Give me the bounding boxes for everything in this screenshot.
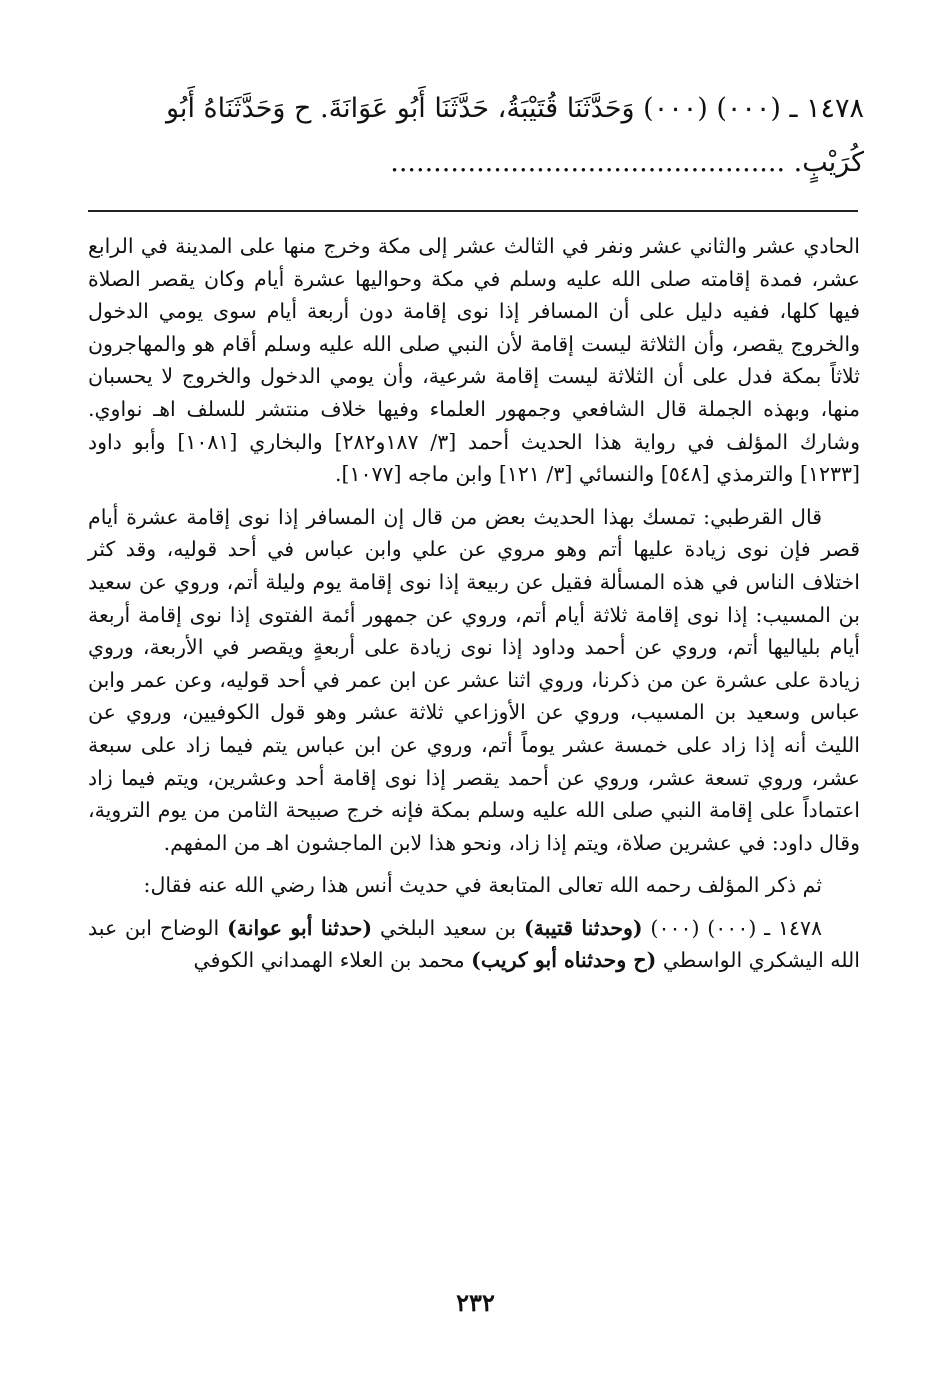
final-text-3: الوضاح ابن عبد الله اليشكري الواسطي	[88, 915, 860, 973]
commentary-block	[88, 230, 860, 987]
final-hadith-paragraph	[88, 912, 860, 977]
commentary-paragraph-3: ثم ذكر المؤلف رحمه الله تعالى المتابعة في حديث أنس هذا رضي الله عنه فقال:	[143, 873, 822, 898]
final-bold-2: (حدثنا أبو عوانة)	[227, 915, 373, 940]
final-text-1: ١٤٧٨ ـ (٠٠٠) (٠٠٠)	[642, 915, 823, 940]
page-number: ٢٣٢	[456, 1288, 495, 1317]
footnote-divider	[88, 210, 858, 212]
final-text-2: بن سعيد البلخي	[372, 915, 524, 940]
final-bold-3: (ح وحدثناه أبو كريب)	[471, 948, 657, 973]
commentary-paragraph-2: قال القرطبي: تمسك بهذا الحديث بعض من قال إن المسافر إذا نوى إقامة عشرة أيام قصر فإن نوى زيادة عليها أتم وهو مروي عن علي وابن عباس في أحد قوليه، وقد كثر اختلاف الناس في هذه المسألة فقيل عن ربيعة إذا نوى إقامة يوم وليلة أتم، وروي عن سعيد بن المسيب: إذا نوى إقامة ثلاثة أيام أتم، وروي عن جمهور أئمة الفتوى إذا نوى إقامة أربعة أيام بلياليها أتم، وروي عن أحمد وداود إذا نوى زيادة على أربعةٍ ويقصر في الأربعة، وروي زيادة على عشرة عن من ذكرنا، وروي اثنا عشر عن ابن عمر في أحد قوليه، وعن عمر وابن عباس وسعيد بن المسيب، وروي عن الأوزاعي ثلاثة عشر وهو قول الكوفيين، وروي عن الليث أنه إذا زاد على خمسة عشر يوماً أتم، وروي عن ابن عباس يتم فيما زاد على سبعة عشر، وروي تسعة عشر، وروي عن أحمد يقصر إذا نوى إقامة أحد وعشرين، ويتم فيما زاد اعتماداً على إقامة النبي صلى الله عليه وسلم بمكة فإنه خرج صبيحة الثامن من يوم التروية، وقال داود: في عشرين صلاة، ويتم إذا زاد، ونحو هذا لابن الماجشون اهـ من المفهم.	[88, 504, 860, 855]
final-text-4: محمد بن العلاء الهمداني الكوفي	[193, 948, 472, 973]
hadith-line: ١٤٧٨ ـ (٠٠٠) (٠٠٠) وَحَدَّثَنَا قُتَيْبَةُ، حَدَّثَنَا أَبُو عَوَانَةَ. ح وَحَدَّثَنَاهُ أَبُو كُرَيْبٍ. ..............................................	[165, 93, 864, 178]
final-bold-1: (وحدثنا قتيبة)	[523, 915, 643, 940]
commentary-paragraph-1: الحادي عشر والثاني عشر ونفر في الثالث عشر إلى مكة وخرج منها على المدينة في الرابع عشر، فمدة إقامته صلى الله عليه وسلم في مكة وحواليها عشرة أيام وكان يقصر الصلاة فيها كلها، ففيه دليل على أن المسافر إذا نوى إقامة دون أربعة أيام سوى يومي الدخول والخروج يقصر، وأن الثلاثة ليست إقامة لأن النبي صلى الله عليه وسلم أقام هو والمهاجرون ثلاثاً بمكة فدل على أن الثلاثة ليست إقامة شرعية، وأن يومي الدخول والخروج لا يحسبان منها، وبهذه الجملة قال الشافعي وجمهور العلماء وفيها خلاف منتشر للسلف اهـ نواوي. وشارك المؤلف في رواية هذا الحديث أحمد [٣/ ١٨٧و٢٨٢] والبخاري [١٠٨١] وأبو داود [١٢٣٣] والترمذي [٥٤٨] والنسائي [٣/ ١٢١] وابن ماجه [١٠٧٧].	[88, 234, 860, 487]
hadith-text-block	[88, 82, 864, 190]
